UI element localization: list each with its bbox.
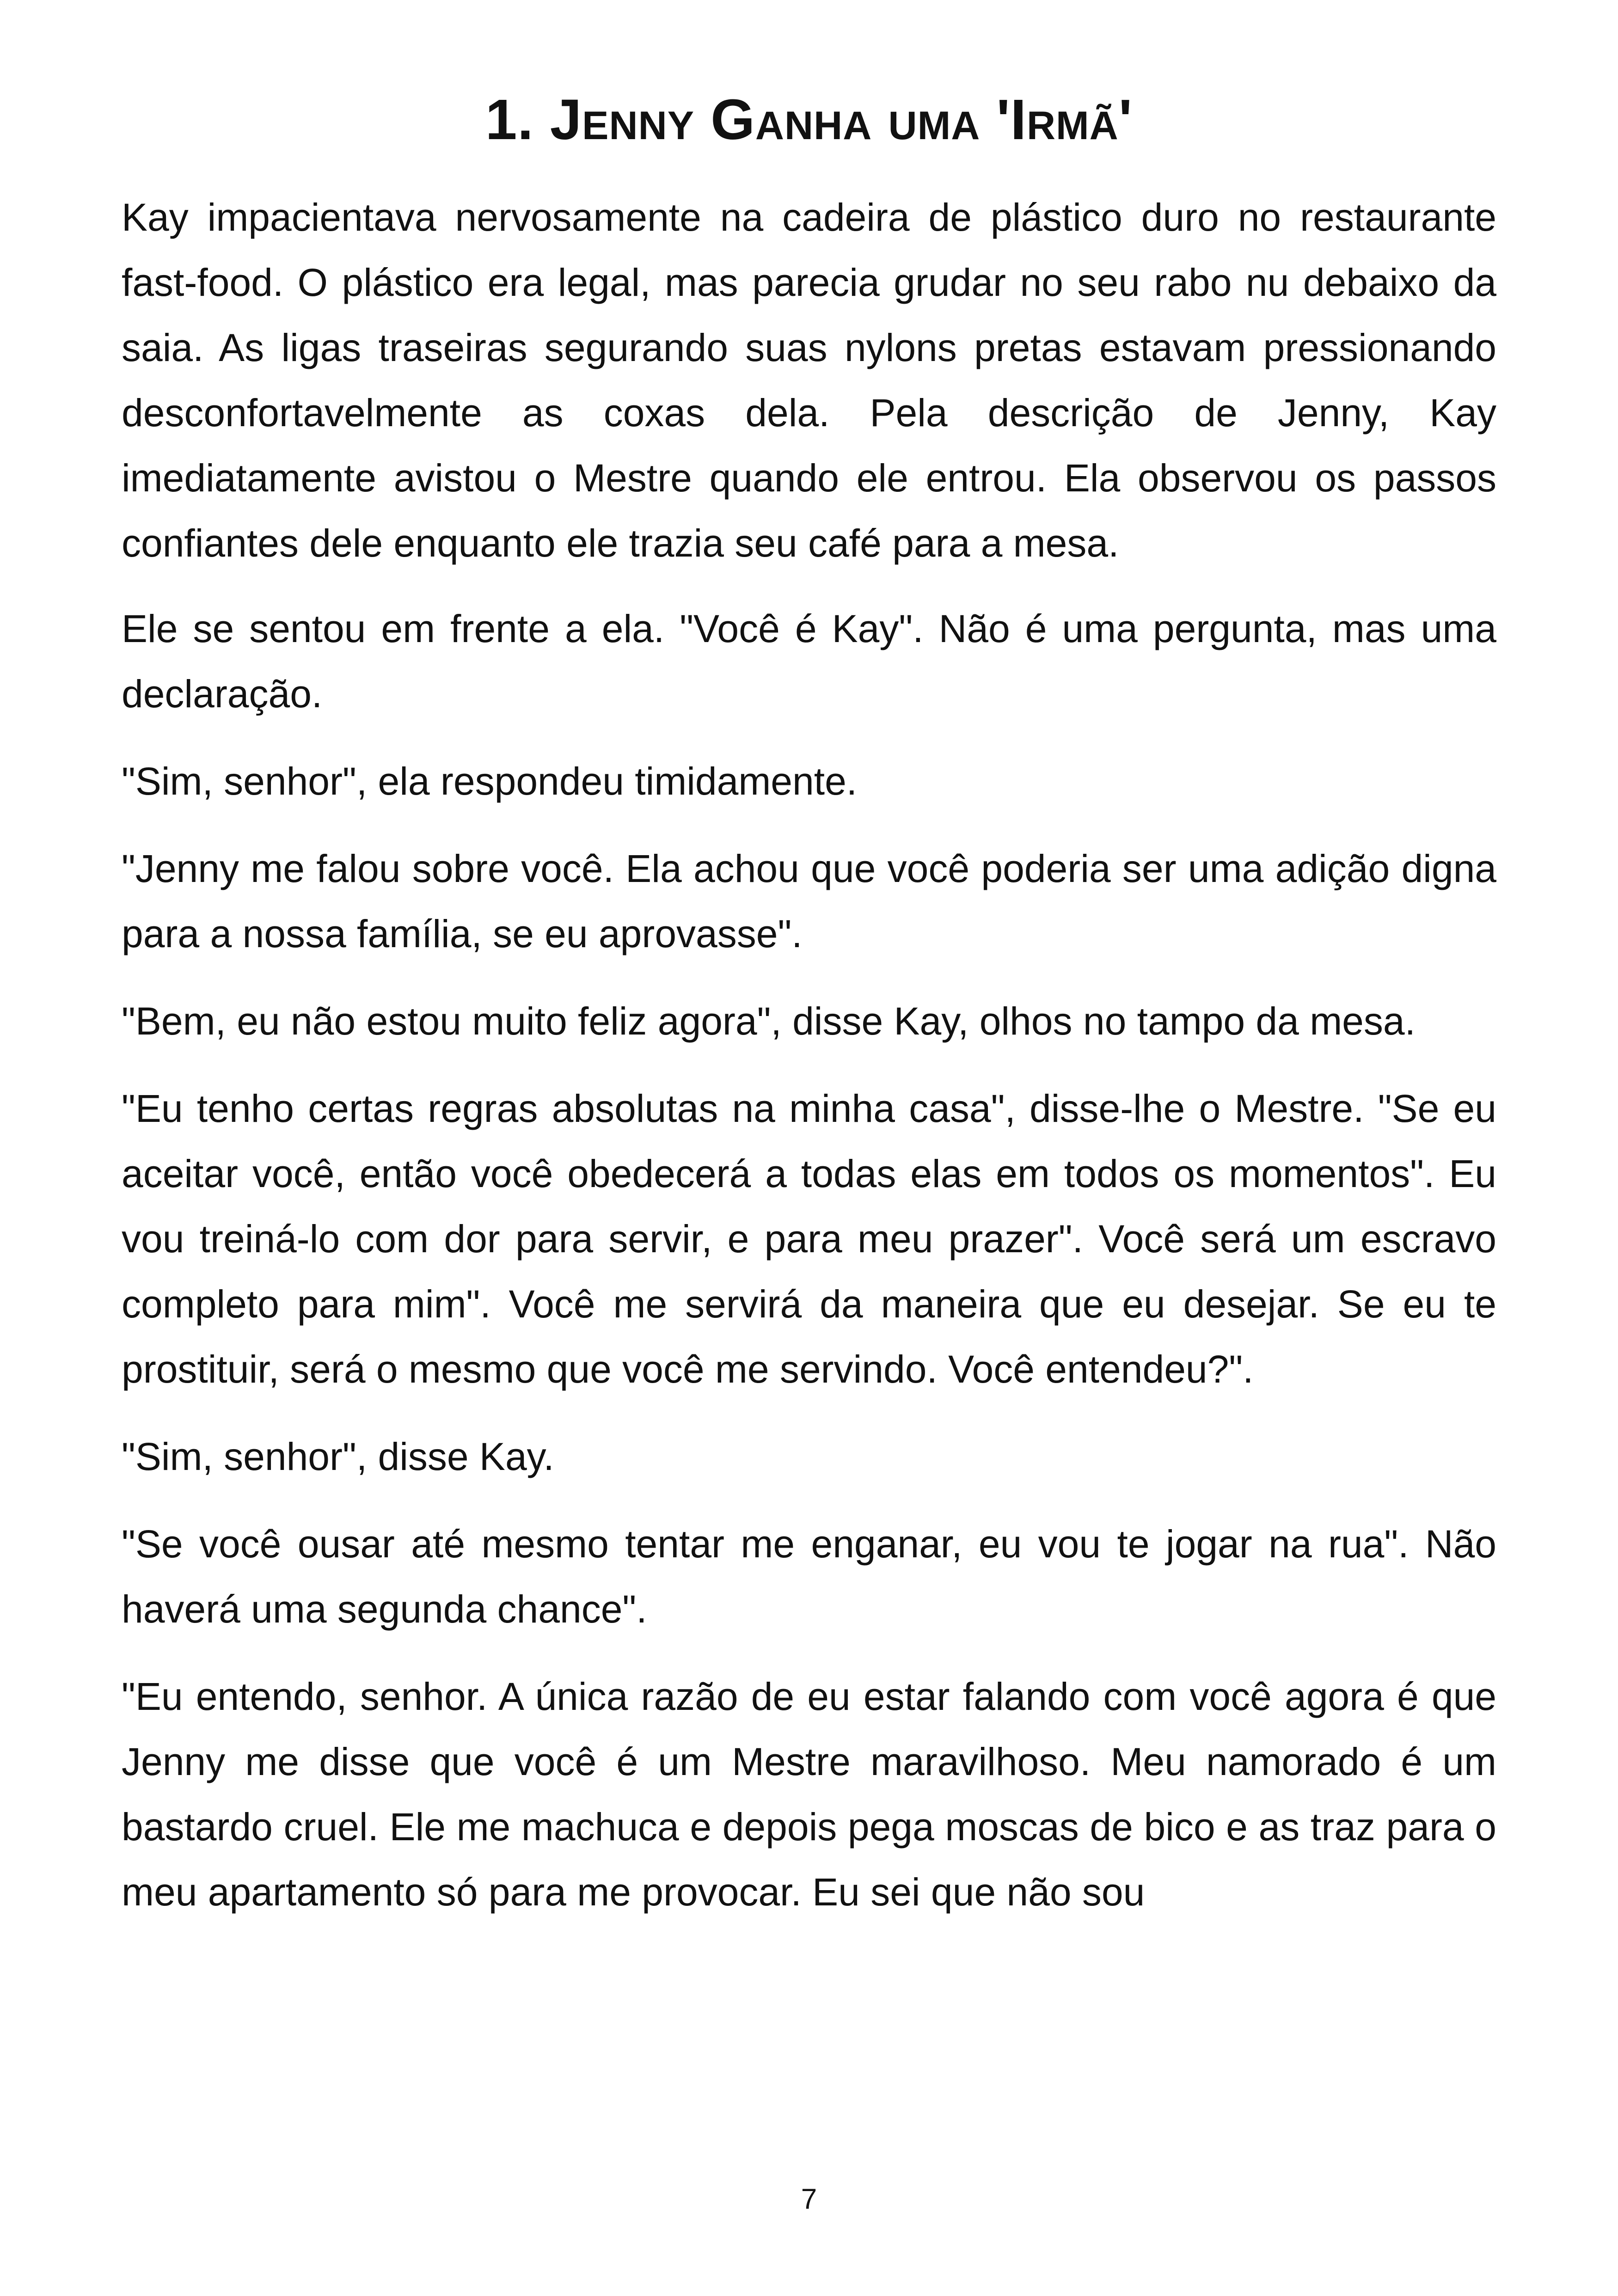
chapter-body [122,185,1496,1947]
paragraph-4: "Jenny me falou sobre você. Ela achou que você poderia ser uma adição digna para a nossa família, se eu aprovasse". [122,847,1496,955]
paragraph-3: "Sim, senhor", ela respondeu timidamente. [122,759,858,803]
paragraph-9: "Eu entendo, senhor. A única razão de eu estar falando com você agora é que Jenny me disse que você é um Mestre maravilhoso. Meu namorado é um bastardo cruel. Ele me machuca e depois pega moscas de bico e as traz para o meu apartamento só para me provocar. Eu sei que não sou [122,1675,1496,1914]
paragraph-1: Kay impacientava nervosamente na cadeira de plástico duro no restaurante fast-food. O plástico era legal, mas parecia grudar no seu rabo nu debaixo da saia. As ligas traseiras segurando suas nylons pretas estavam pressionando desconfortavelmente as coxas dela. Pela descrição de Jenny, Kay imediatamente avistou o Mestre quando ele entrou. Ela observou os passos confiantes dele enquanto ele trazia seu café para a mesa. [122,196,1496,565]
paragraph-2: Ele se sentou em frente a ela. "Você é Kay". Não é uma pergunta, mas uma declaração. [122,607,1496,716]
paragraph-7: "Sim, senhor", disse Kay. [122,1435,554,1478]
page-number: 7 [801,2183,817,2215]
chapter-title: 1. Jenny Ganha uma 'Irmã' [485,88,1133,152]
paragraph-8: "Se você ousar até mesmo tentar me enganar, eu vou te jogar na rua". Não haverá uma segunda chance". [122,1522,1496,1631]
paragraph-6: "Eu tenho certas regras absolutas na minha casa", disse-lhe o Mestre. "Se eu aceitar você, então você obedecerá a todas elas em todos os momentos". Eu vou treiná-lo com dor para servir, e para meu prazer". Você será um escravo completo para mim". Você me servirá da maneira que eu desejar. Se eu te prostituir, será o mesmo que você me servindo. Você entendeu?". [122,1087,1496,1391]
paragraph-5: "Bem, eu não estou muito feliz agora", disse Kay, olhos no tampo da mesa. [122,999,1416,1043]
